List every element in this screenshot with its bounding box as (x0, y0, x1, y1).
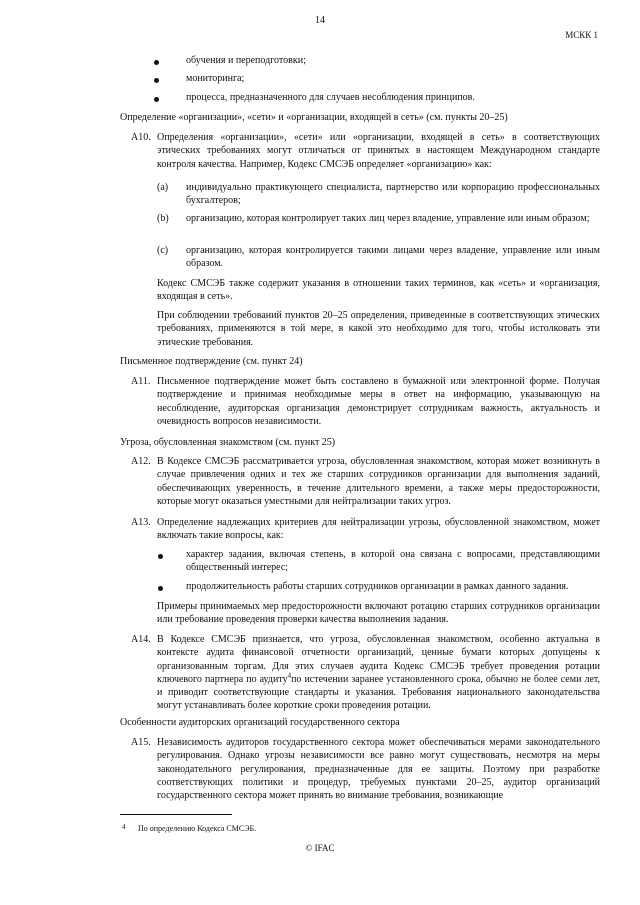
paragraph-text: Примеры принимаемых мер предосторожности включают ротацию старших сотрудников организации или требование проведения проверки качества выполнения задания. (157, 601, 600, 626)
bullet-icon (154, 60, 159, 65)
document-code: МСКК 1 (565, 30, 598, 40)
bullet-icon (158, 554, 163, 559)
item-text: организацию, которая контролируется такими лицами через владение, управление или иным образом. (186, 245, 600, 270)
item-label: (c) (157, 245, 169, 256)
footnote-text: По определению Кодекса СМСЭБ. (138, 824, 257, 833)
bullet-icon (158, 586, 163, 591)
paragraph-text-part: по истечении заранее установленного срока, обычно не более семи лет, и приводит соответствующие стандарты и указания. Требования национального законодательства могут устанавливать более короткие сроки проведения ротации. (157, 673, 600, 712)
list-item: характер задания, включая степень, в которой она связана с вопросами, представляющими общественный интерес; (186, 549, 600, 574)
paragraph-number: A11. (131, 376, 151, 387)
paragraph-text: Определения «организации», «сети» или «организации, входящей в сеть» в соответствующих этических требованиях могут отличаться от принятых в настоящем Международном стандарте контроля качества. Например, Кодекс СМСЭБ определяет «организацию» как: (157, 132, 600, 170)
paragraph-number: A13. (131, 517, 151, 528)
paragraph-text: Письменное подтверждение может быть составлено в бумажной или электронной форме. Получая подтверждение и принимая необходимые меры в ответ на информацию, указывающую на несоблюдение, аудиторская организация демонстрирует сотрудникам важность, актуальность и очевидность вопросов независимости. (157, 376, 600, 427)
paragraph-text: В Кодексе СМСЭБ рассматривается угроза, обусловленная знакомством, которая может возникнуть в случае привлечения одних и тех же старших сотрудников организации для выполнения заданий, обеспечивающих уверенность, в течение длительного времени, а также меры предосторожности, которые могут оказаться уместными для нейтрализации таких угроз. (157, 456, 600, 507)
bullet-icon (154, 97, 159, 102)
list-item: обучения и переподготовки; (186, 55, 306, 66)
paragraph-number: A15. (131, 737, 151, 748)
section-heading: Угроза, обусловленная знакомством (см. пункт 25) (120, 437, 336, 448)
paragraph-number: A14. (131, 634, 151, 645)
paragraph-number: A10. (131, 132, 151, 143)
list-item: продолжительность работы старших сотрудников организации в рамках данного задания. (186, 581, 569, 592)
section-heading: Письменное подтверждение (см. пункт 24) (120, 356, 303, 367)
paragraph-text: При соблюдении требований пунктов 20–25 определения, приведенные в соответствующих этических требованиях, применяются в той мере, в какой это необходимо для того, чтобы истолковать эти этические требования. (157, 310, 600, 348)
paragraph-text (157, 633, 600, 713)
item-text: индивидуально практикующего специалиста, партнерство или корпорацию профессиональных бухгалтеров; (186, 182, 600, 207)
section-heading: Определение «организации», «сети» и «организации, входящей в сеть» (см. пункты 20–25) (120, 112, 508, 123)
item-label: (b) (157, 213, 169, 224)
paragraph-text: Определение надлежащих критериев для нейтрализации угрозы, обусловленной знакомством, может включать такие вопросы, как: (157, 517, 600, 542)
paragraph-number: A12. (131, 456, 151, 467)
list-item: мониторинга; (186, 73, 245, 84)
footnote-number: 4 (122, 823, 126, 831)
paragraph-text: Кодекс СМСЭБ также содержит указания в отношении таких терминов, как «сеть» и «организация, входящая в сеть». (157, 278, 600, 303)
item-label: (a) (157, 182, 169, 193)
list-item: процесса, предназначенного для случаев несоблюдения принципов. (186, 92, 475, 103)
bullet-icon (154, 78, 159, 83)
section-heading: Особенности аудиторских организаций государственного сектора (120, 717, 400, 728)
footnote-divider (120, 814, 232, 815)
page-footer: © IFAC (305, 843, 335, 853)
paragraph-text-part: В Кодексе СМСЭБ признается, что угроза, обусловленная знакомством, особенно актуальна в контексте аудита финансовой отчетности организаций, ценные бумаги которых допущены к организованным торгам. Для этих случаев аудита Кодекс СМСЭБ требует проведения ротации ключевого партнера по аудиту (157, 634, 600, 685)
page-number: 14 (315, 15, 325, 26)
paragraph-text: Независимость аудиторов государственного сектора может обеспечиваться мерами законодательного регулирования. Однако угрозы независимости все равно могут существовать, несмотря на меры законодательного регулирования, предназначенные для ее защиты. Поэтому при разработке соответствующих политики и процедур, требуемых пунктами 20–25, аудитор организаций государственного сектора может принять во внимание требования, возникающие (157, 737, 600, 802)
footnote-ref: 4 (287, 671, 292, 680)
item-text: организацию, которая контролирует таких лиц через владение, управление или иным образом; (186, 213, 590, 224)
